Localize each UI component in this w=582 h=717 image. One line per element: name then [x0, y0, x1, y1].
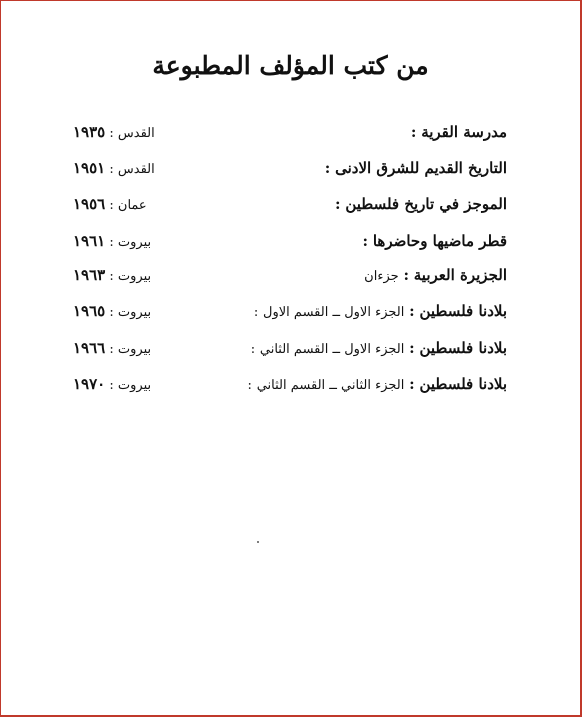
book-imprint: القدس : ١٩٥١: [73, 159, 155, 177]
book-title: قطر ماضيها وحاضرها :: [362, 232, 507, 250]
book-subtitle: الجزء الاول ــ القسم الثاني: [259, 342, 405, 357]
publication-place: بيروت: [117, 378, 152, 393]
book-entry: [73, 193, 507, 219]
book-name: قطر ماضيها وحاضرها: [372, 232, 507, 250]
publication-year: ١٩٧٠: [73, 375, 106, 393]
book-imprint: عمان : ١٩٥٦: [73, 195, 147, 213]
book-entry: [73, 157, 507, 183]
publication-year: ١٩٣٥: [73, 123, 106, 141]
book-subtitle: الجزء الثاني ــ القسم الثاني: [256, 378, 405, 393]
book-imprint: بيروت : ١٩٦٥: [73, 302, 152, 320]
publication-place: القدس: [117, 162, 155, 177]
book-imprint: بيروت : ١٩٧٠: [73, 375, 152, 393]
book-entry: [73, 264, 507, 290]
publication-year: ١٩٦٥: [73, 302, 106, 320]
publication-place: بيروت: [117, 235, 152, 250]
publication-year: ١٩٦١: [73, 232, 106, 250]
book-entry: [73, 373, 507, 399]
book-title: التاريخ القديم للشرق الادنى :: [324, 159, 507, 177]
book-name: بلادنا فلسطين: [419, 375, 507, 393]
book-subtitle: جزءان: [364, 269, 399, 284]
publication-year: ١٩٥٦: [73, 195, 106, 213]
publication-place: بيروت: [117, 342, 152, 357]
book-entry: [73, 337, 507, 363]
publication-place: القدس: [117, 126, 155, 141]
book-entry: [73, 121, 507, 147]
scan-speck: [257, 541, 259, 543]
book-name: الجزيرة العربية: [413, 266, 507, 284]
book-title: بلادنا فلسطين : الجزء الاول ــ القسم الاول :: [253, 302, 507, 320]
publication-place: بيروت: [117, 305, 152, 320]
book-name: التاريخ القديم للشرق الادنى: [335, 159, 507, 177]
book-imprint: بيروت : ١٩٦٦: [73, 339, 152, 357]
book-subtitle: الجزء الاول ــ القسم الاول: [263, 305, 405, 320]
book-entry: [73, 300, 507, 326]
book-name: بلادنا فلسطين: [419, 339, 507, 357]
publication-year: ١٩٥١: [73, 159, 106, 177]
book-name: مدرسة القرية: [421, 123, 507, 141]
book-name: الموجز في تاريخ فلسطين: [345, 195, 507, 213]
book-name: بلادنا فلسطين: [419, 302, 507, 320]
book-title: بلادنا فلسطين : الجزء الاول ــ القسم الثاني :: [250, 339, 507, 357]
book-imprint: القدس : ١٩٣٥: [73, 123, 155, 141]
book-entry: [73, 230, 507, 256]
book-title: الجزيرة العربية : جزءان: [364, 266, 507, 284]
publication-year: ١٩٦٣: [73, 266, 106, 284]
publication-place: عمان: [117, 198, 147, 213]
book-imprint: بيروت : ١٩٦١: [73, 232, 152, 250]
book-title: مدرسة القرية :: [410, 123, 507, 141]
publication-year: ١٩٦٦: [73, 339, 106, 357]
publication-place: بيروت: [117, 269, 152, 284]
book-imprint: بيروت : ١٩٦٣: [73, 266, 152, 284]
book-title: الموجز في تاريخ فلسطين :: [335, 195, 507, 213]
page-title: من كتب المؤلف المطبوعة: [152, 51, 429, 80]
book-title: بلادنا فلسطين : الجزء الثاني ــ القسم الثاني :: [247, 375, 507, 393]
